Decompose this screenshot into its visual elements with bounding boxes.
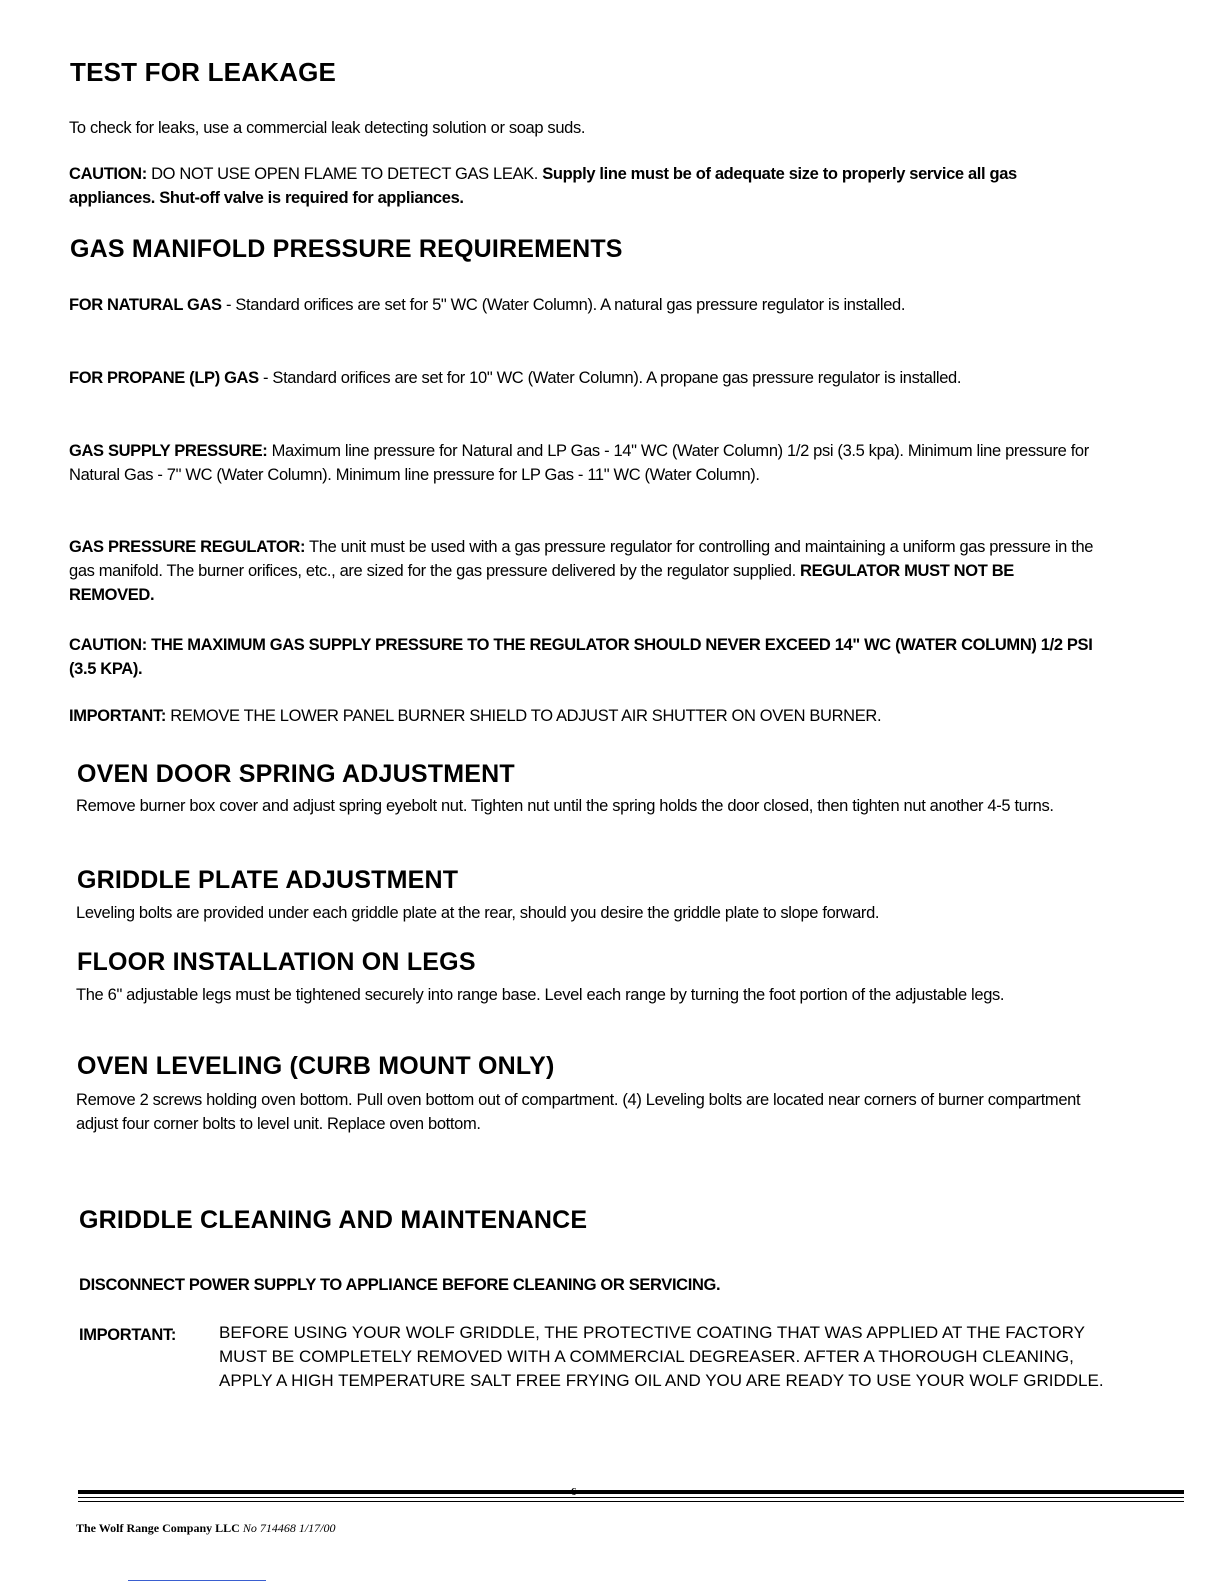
footer-rule-thin-2 (78, 1501, 1184, 1502)
leakage-caution (69, 162, 1099, 210)
important-text: REMOVE THE LOWER PANEL BURNER SHIELD TO ADJUST AIR SHUTTER ON OVEN BURNER. (166, 707, 882, 725)
griddle-important-label: IMPORTANT: (79, 1326, 177, 1344)
bottom-link-underline (128, 1580, 266, 1581)
caution-bold: Supply line must be of adequate size to properly service all gas appliances. Shut-off valve is required for appliances. (69, 165, 1017, 207)
propane-gas-label: FOR PROPANE (LP) GAS (69, 369, 259, 387)
heading-oven-door: OVEN DOOR SPRING ADJUSTMENT (77, 760, 515, 788)
floor-installation-text: The 6" adjustable legs must be tightened securely into range base. Level each range by turning the foot portion of the adjustable legs. (76, 986, 1005, 1004)
heading-floor-installation: FLOOR INSTALLATION ON LEGS (77, 948, 476, 976)
leakage-intro: To check for leaks, use a commercial leak detecting solution or soap suds. (69, 119, 586, 137)
propane-gas-text: - Standard orifices are set for 10" WC (Water Column). A propane gas pressure regulator is installed. (258, 369, 962, 387)
griddle-plate-text: Leveling bolts are provided under each griddle plate at the rear, should you desire the griddle plate to slope forward. (76, 904, 880, 922)
heading-test-for-leakage: TEST FOR LEAKAGE (70, 57, 337, 87)
regulator-paragraph (69, 535, 1099, 607)
caution-text: DO NOT USE OPEN FLAME TO DETECT GAS LEAK. (146, 165, 543, 183)
footer-rule-thick (78, 1490, 1184, 1494)
oven-leveling-text: Remove 2 screws holding oven bottom. Pull oven bottom out of compartment. (4) Leveling bolts are located near corners of burner compartment adjust four corner bolts to level unit. Replace oven bottom. (76, 1091, 1081, 1133)
heading-oven-leveling: OVEN LEVELING (CURB MOUNT ONLY) (77, 1052, 555, 1080)
heading-gas-manifold: GAS MANIFOLD PRESSURE REQUIREMENTS (70, 235, 623, 263)
heading-griddle-plate: GRIDDLE PLATE ADJUSTMENT (77, 866, 459, 894)
footer-company: The Wolf Range Company LLC (76, 1521, 240, 1535)
supply-pressure-paragraph (69, 439, 1099, 487)
heading-griddle-cleaning: GRIDDLE CLEANING AND MAINTENANCE (79, 1206, 588, 1234)
regulator-text: The unit must be used with a gas pressure regulator for controlling and maintaining a uniform gas pressure in the gas manifold. The burner orifices, etc., are sized for the gas pressure delivered by the regulator supplied. (69, 538, 1094, 580)
regulator-bold: REGULATOR MUST NOT BE REMOVED. (69, 562, 1014, 604)
supply-pressure-label: GAS SUPPLY PRESSURE: (69, 442, 268, 460)
footer-rule-thin (78, 1497, 1184, 1498)
natural-gas-text: - Standard orifices are set for 5" WC (Water Column). A natural gas pressure regulator is installed. (221, 296, 906, 314)
propane-gas-paragraph (69, 366, 1099, 390)
supply-pressure-text: Maximum line pressure for Natural and LP Gas - 14" WC (Water Column) 1/2 psi (3.5 kpa). Minimum line pressure for Natural Gas - 7" WC (Water Column). Minimum line pressure for LP Gas - 11" WC (Water Column). (69, 442, 1089, 484)
griddle-important-text: BEFORE USING YOUR WOLF GRIDDLE, THE PROTECTIVE COATING THAT WAS APPLIED AT THE FACTORY MUST BE COMPLETELY REMOVED WITH A COMMERCIAL DEGREASER. AFTER A THOROUGH CLEANING, APPLY A HIGH TEMPERATURE SALT FREE FRYING OIL AND YOU ARE READY TO USE YOUR WOLF GRIDDLE. (219, 1323, 1104, 1390)
caution-label: CAUTION: (69, 165, 147, 183)
footer-line (76, 1521, 335, 1536)
natural-gas-paragraph (69, 293, 1099, 317)
natural-gas-label: FOR NATURAL GAS (69, 296, 222, 314)
disconnect-power-notice: DISCONNECT POWER SUPPLY TO APPLIANCE BEFORE CLEANING OR SERVICING. (79, 1276, 721, 1294)
regulator-label: GAS PRESSURE REGULATOR: (69, 538, 306, 556)
page-number: 6 (571, 1486, 577, 1498)
footer-doc-number: No 714468 1/17/00 (242, 1521, 336, 1535)
caution-max-pressure: CAUTION: THE MAXIMUM GAS SUPPLY PRESSURE TO THE REGULATOR SHOULD NEVER EXCEED 14" WC (WATER COLUMN) 1/2 PSI (3.5 KPA). (69, 636, 1093, 678)
important-label: IMPORTANT: (69, 707, 167, 725)
important-air-shutter (69, 704, 1109, 728)
oven-door-text: Remove burner box cover and adjust spring eyebolt nut. Tighten nut until the spring holds the door closed, then tighten nut another 4-5 turns. (76, 797, 1054, 815)
